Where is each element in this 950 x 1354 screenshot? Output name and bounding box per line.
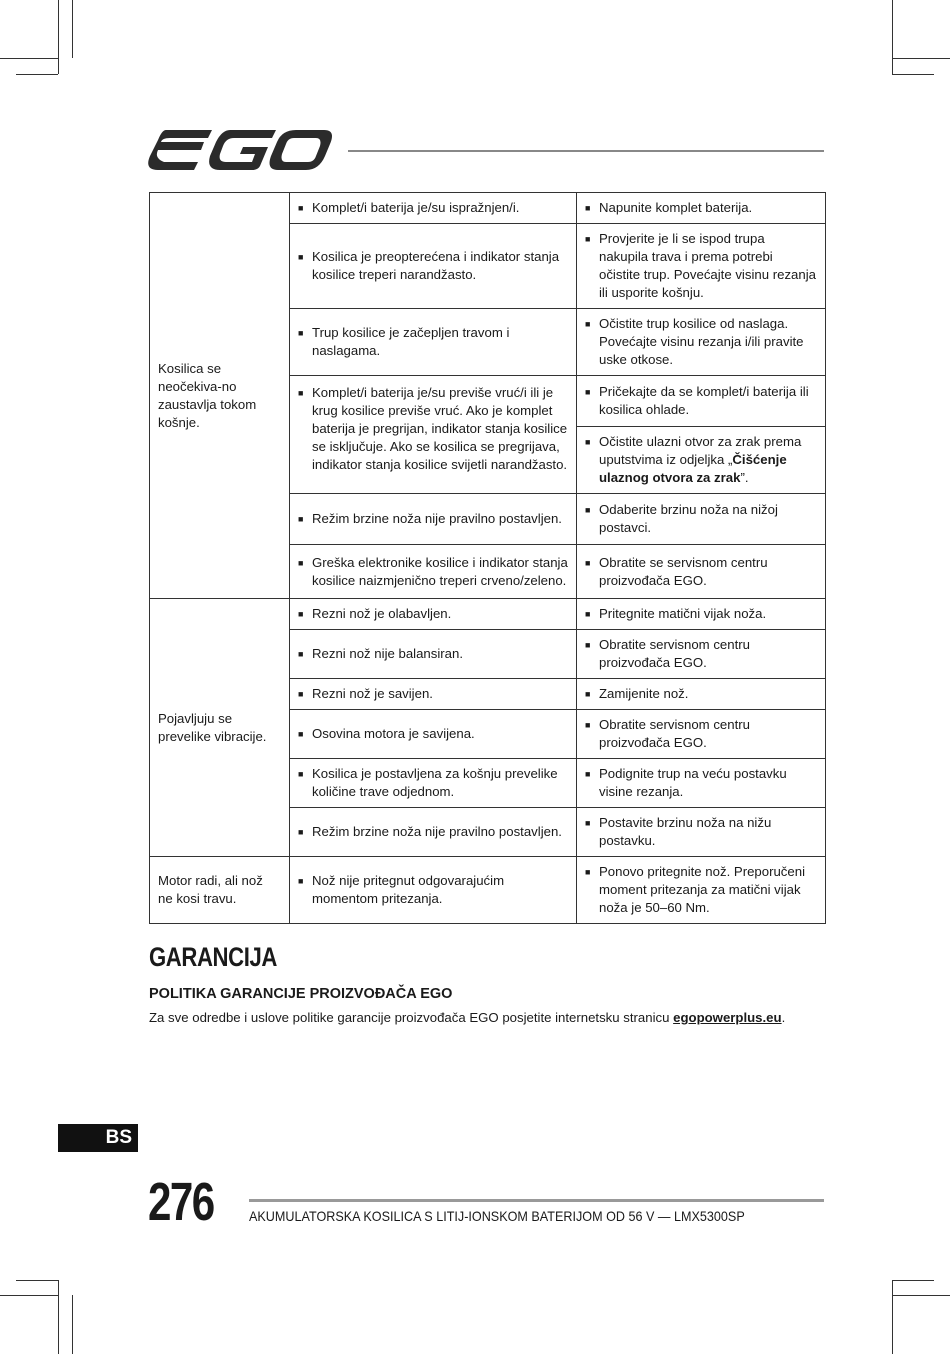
solution-cell [577,857,826,924]
solution-cell [577,679,826,710]
crop-mark [892,0,893,74]
cause-text: Greška elektronike kosilice i indikator stanja kosilice naizmjenično treperi crveno/zeleno. [312,554,568,588]
section-reference: Čišćenje ulaznog otvora za zrak [599,452,787,485]
solution-cell [577,545,826,599]
cause-cell [290,224,577,309]
solution-text: Napunite komplet baterija. [599,200,753,215]
bullet-icon: ■ [585,720,591,730]
problem-text: Kosilica se neočekiva-no zaustavlja tokom košnje. [158,360,257,430]
cause-text: Komplet/i baterija je/su previše vruć/i ili je krug kosilice previše vruć. Ako je komplet baterija je pregrijan, indikator stanja kosilice se isključuje. Ako se kosilica se pregrijava, indikator stanja kosilice svijetli narandžasto. [312,385,568,472]
cause-text: Kosilica je preopterećena i indikator stanja kosilice treperi narandžasto. [312,249,560,282]
bullet-icon: ■ [585,609,591,619]
bullet-icon: ■ [298,609,304,619]
bullet-icon: ■ [298,689,304,699]
footer-rule [249,1199,824,1202]
solution-cell [577,759,826,808]
cause-cell [290,193,577,224]
crop-mark [72,1295,73,1354]
footer-title: AKUMULATORSKA KOSILICA S LITIJ-IONSKOM BATERIJOM OD 56 V — LMX5300SP [249,1208,745,1224]
warranty-text-end: . [781,1010,786,1025]
bullet-icon: ■ [298,203,304,213]
cause-cell [290,759,577,808]
problem-text: Motor radi, ali nož ne kosi travu. [158,873,263,906]
solution-text-part: ”. [740,470,749,485]
solution-text: Zamijenite nož. [599,686,689,701]
bullet-icon: ■ [585,387,591,397]
bullet-icon: ■ [585,689,591,699]
crop-mark [892,74,934,75]
cause-cell [290,679,577,710]
problem-cell [150,599,290,857]
bullet-icon: ■ [298,827,304,837]
crop-mark [16,1280,58,1281]
solution-cell [577,193,826,224]
cause-cell [290,630,577,679]
problem-text: Pojavljuju se prevelike vibracije. [158,710,267,744]
warranty-text-body: Za sve odredbe i uslove politike garancije proizvođača EGO posjetite internetsku stranicu [149,1010,674,1025]
section-heading: GARANCIJA [149,942,277,972]
solution-text: Podignite trup na veću postavku visine rezanja. [599,766,787,799]
bullet-icon: ■ [585,505,591,515]
bullet-icon: ■ [298,388,304,398]
solution-cell [577,630,826,679]
cause-cell [290,857,577,924]
table-row [150,193,826,224]
bullet-icon: ■ [298,514,304,524]
solution-cell [577,494,826,545]
solution-text: Postavite brzinu noža na nižu postavku. [599,815,772,848]
cause-cell [290,376,577,494]
cause-cell [290,309,577,376]
bullet-icon: ■ [585,640,591,650]
warranty-text [149,1010,785,1025]
solution-text: Provjerite je li se ispod trupa nakupila trava i prema potrebi očistite trup. Povećajte visinu rezanja ili usporite košnju. [599,231,816,300]
crop-mark [892,58,950,59]
solution-text-part: Očistite ulazni otvor za zrak prema uputstvima iz odjeljka „ [599,434,802,467]
cause-text: Nož nije pritegnut odgovarajućim momentom pritezanja. [312,873,505,906]
solution-text: Obratite se servisnom centru proizvođača EGO. [599,554,768,588]
table-row [150,857,826,924]
solution-text: Ponovo pritegnite nož. Preporučeni moment pritezanja za matični vijak noža je 50–60 Nm. [599,864,806,915]
crop-mark [0,58,58,59]
ego-logo [148,128,332,172]
bullet-icon: ■ [585,234,591,244]
bullet-icon: ■ [585,203,591,213]
crop-mark [892,1295,950,1296]
cause-cell [290,599,577,630]
problem-cell [150,857,290,924]
crop-mark [72,0,73,58]
header-rule [348,150,824,152]
crop-mark [892,1280,893,1354]
language-code: BS [105,1127,132,1148]
table-row [150,599,826,630]
cause-text: Komplet/i baterija je/su ispražnjen/i. [312,200,520,215]
solution-cell [577,376,826,427]
crop-mark [58,0,59,74]
solution-text: Odaberite brzinu noža na nižoj postavci. [599,502,778,535]
bullet-icon: ■ [298,649,304,659]
crop-mark [0,1295,58,1296]
solution-text: Obratite servisnom centru proizvođača EGO. [599,637,750,670]
language-badge [58,1124,138,1152]
solution-text: Obratite servisnom centru proizvođača EGO. [599,717,750,750]
section-subheading: POLITIKA GARANCIJE PROIZVOĐAČA EGO [149,986,453,1002]
solution-cell [577,599,826,630]
problem-cell [150,193,290,599]
solution-cell [577,808,826,857]
solution-cell [577,224,826,309]
bullet-icon: ■ [585,437,591,447]
solution-cell [577,427,826,494]
solution-text: Pritegnite matični vijak noža. [599,606,767,621]
crop-mark [892,1280,934,1281]
cause-cell [290,494,577,545]
cause-cell [290,545,577,599]
warranty-link[interactable]: egopowerplus.eu [673,1010,782,1025]
cause-cell [290,710,577,759]
bullet-icon: ■ [585,557,591,568]
bullet-icon: ■ [585,867,591,877]
cause-text: Rezni nož nije balansiran. [312,646,464,661]
cause-text: Režim brzine noža nije pravilno postavljen. [312,511,562,526]
bullet-icon: ■ [298,729,304,739]
cause-text: Rezni nož je olabavljen. [312,606,452,621]
cause-text: Kosilica je postavljena za košnju prevelike količine trave odjednom. [312,766,558,799]
bullet-icon: ■ [298,328,304,338]
cause-text: Osovina motora je savijena. [312,726,475,741]
bullet-icon: ■ [585,769,591,779]
bullet-icon: ■ [585,319,591,329]
cause-cell [290,808,577,857]
solution-cell [577,710,826,759]
bullet-icon: ■ [585,818,591,828]
bullet-icon: ■ [298,876,304,886]
bullet-icon: ■ [298,252,304,262]
solution-text: Očistite trup kosilice od naslaga. Povećajte visinu rezanja i/ili pravite uske otkose. [599,316,804,367]
cause-text: Trup kosilice je začepljen travom i naslagama. [312,325,510,358]
cause-text: Režim brzine noža nije pravilno postavljen. [312,824,562,839]
crop-mark [58,1280,59,1354]
bullet-icon: ■ [298,769,304,779]
cause-text: Rezni nož je savijen. [312,686,433,701]
solution-text [599,433,817,487]
solution-text: Pričekajte da se komplet/i baterija ili kosilica ohlade. [599,384,809,417]
crop-mark [16,74,58,75]
solution-cell [577,309,826,376]
troubleshooting-table [149,192,826,924]
page-number: 276 [148,1172,214,1232]
bullet-icon: ■ [298,557,304,568]
